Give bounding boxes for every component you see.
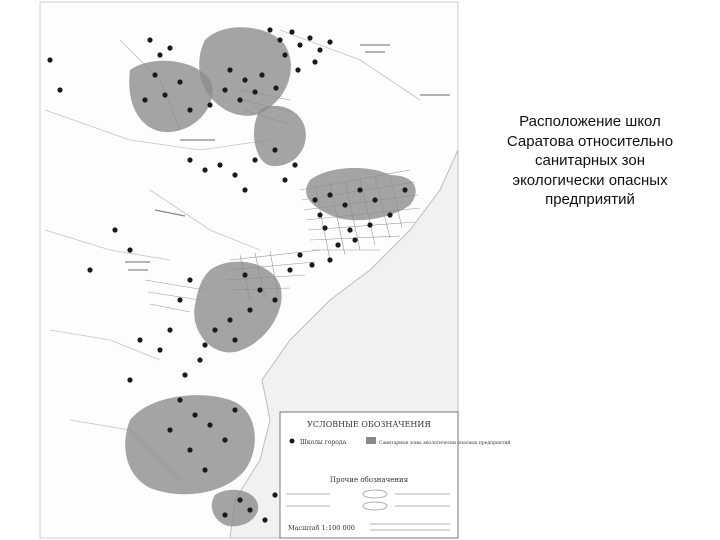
school-marker [227, 317, 232, 322]
school-marker [187, 447, 192, 452]
legend-box [280, 412, 458, 538]
school-marker [273, 85, 278, 90]
caption-line: предприятий [545, 191, 635, 208]
school-marker [372, 197, 377, 202]
school-marker [242, 187, 247, 192]
school-marker [247, 307, 252, 312]
school-marker [222, 87, 227, 92]
school-marker [262, 517, 267, 522]
school-marker [232, 337, 237, 342]
legend-subtitle: Прочие обозначения [329, 476, 409, 484]
school-marker [292, 162, 297, 167]
school-marker [147, 37, 152, 42]
school-marker [297, 252, 302, 257]
school-marker [47, 57, 52, 62]
school-marker [222, 437, 227, 442]
school-marker [167, 427, 172, 432]
school-marker [142, 97, 147, 102]
school-marker [267, 27, 272, 32]
school-marker [289, 29, 294, 34]
caption-line: Расположение школ [519, 113, 661, 130]
school-marker [272, 147, 277, 152]
school-marker [222, 512, 227, 517]
school-marker [202, 467, 207, 472]
school-marker [237, 97, 242, 102]
school-marker [202, 342, 207, 347]
school-marker [367, 222, 372, 227]
school-marker [157, 347, 162, 352]
school-marker [357, 187, 362, 192]
school-marker [177, 397, 182, 402]
school-marker [187, 277, 192, 282]
legend-zone-icon [366, 437, 376, 444]
school-marker [177, 297, 182, 302]
school-marker [317, 212, 322, 217]
school-marker [352, 237, 357, 242]
school-marker [322, 225, 327, 230]
school-marker [272, 297, 277, 302]
school-marker [237, 497, 242, 502]
legend-schools-label: Школы города [300, 439, 347, 446]
school-marker [202, 167, 207, 172]
caption-line: санитарных зон [535, 152, 645, 169]
school-marker [57, 87, 62, 92]
school-marker [342, 202, 347, 207]
school-marker [137, 337, 142, 342]
school-marker [317, 47, 322, 52]
school-marker [252, 157, 257, 162]
school-marker [197, 357, 202, 362]
school-marker [307, 35, 312, 40]
city-map [30, 0, 511, 540]
school-marker [312, 197, 317, 202]
school-marker [157, 52, 162, 57]
school-marker [287, 267, 292, 272]
school-marker [182, 372, 187, 377]
school-marker [252, 89, 257, 94]
caption-line: Саратова относительно [506, 132, 674, 150]
school-marker [217, 162, 222, 167]
legend-school-icon [290, 439, 295, 444]
school-marker [242, 272, 247, 277]
school-marker [257, 287, 262, 292]
school-marker [387, 212, 392, 217]
school-marker [335, 242, 340, 247]
school-marker [192, 412, 197, 417]
legend [280, 412, 510, 538]
school-marker [187, 107, 192, 112]
school-marker [277, 37, 282, 42]
school-marker [127, 377, 132, 382]
school-marker [127, 247, 132, 252]
school-marker [167, 327, 172, 332]
school-marker [212, 327, 217, 332]
school-marker [167, 45, 172, 50]
school-marker [402, 187, 407, 192]
legend-title: УСЛОВНЫЕ ОБОЗНАЧЕНИЯ [307, 420, 431, 429]
legend-scale: Масштаб 1:100 000 [288, 524, 355, 532]
school-marker [242, 77, 247, 82]
school-marker [232, 407, 237, 412]
school-marker [327, 257, 332, 262]
school-marker [327, 39, 332, 44]
school-marker [227, 67, 232, 72]
school-marker [247, 507, 252, 512]
legend-zones-label: Санитарные зоны экологически опасных предприятий [379, 441, 511, 446]
caption-line: экологически опасных [512, 171, 668, 189]
school-marker [87, 267, 92, 272]
school-marker [327, 192, 332, 197]
school-marker [112, 227, 117, 232]
school-marker [297, 42, 302, 47]
school-marker [259, 72, 264, 77]
school-marker [207, 422, 212, 427]
school-marker [272, 492, 277, 497]
school-marker [282, 177, 287, 182]
school-marker [347, 227, 352, 232]
school-marker [207, 102, 212, 107]
school-marker [282, 52, 287, 57]
school-marker [312, 59, 317, 64]
school-marker [187, 157, 192, 162]
school-marker [295, 67, 300, 72]
school-marker [177, 79, 182, 84]
map-caption [472, 112, 708, 210]
school-marker [309, 262, 314, 267]
school-marker [232, 172, 237, 177]
school-marker [162, 92, 167, 97]
school-marker [152, 72, 157, 77]
